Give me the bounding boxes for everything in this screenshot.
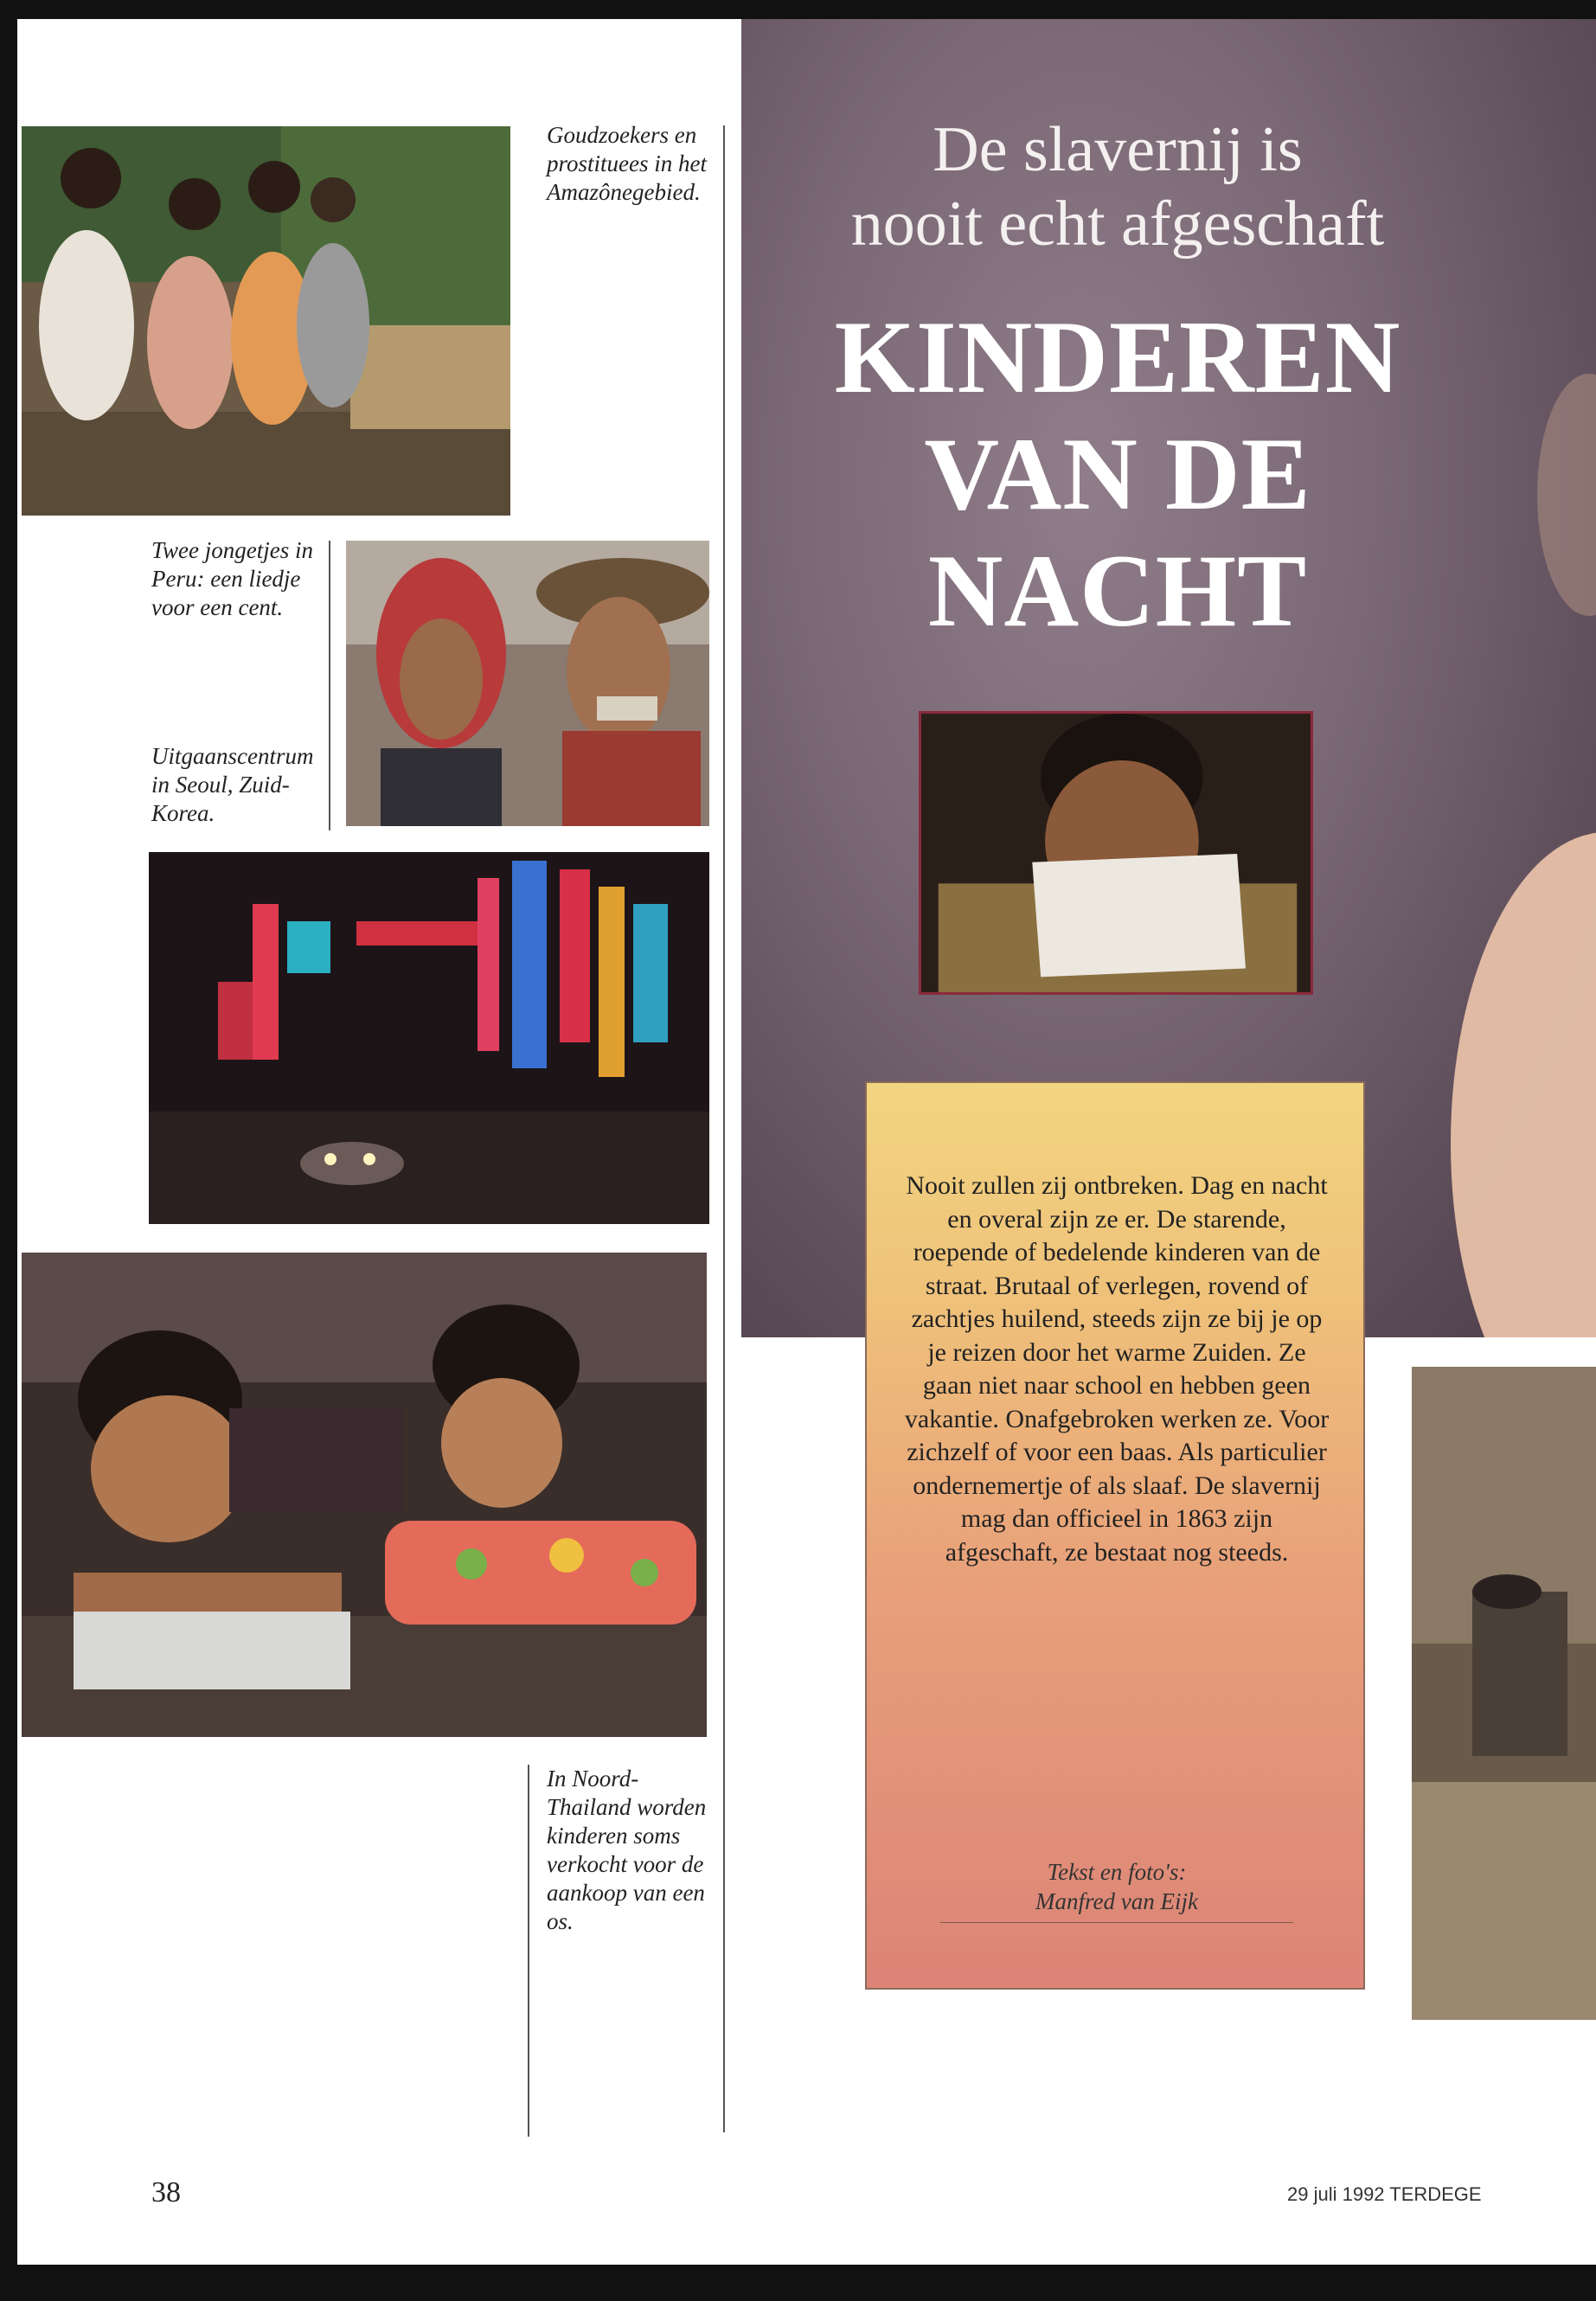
column-rule bbox=[723, 125, 725, 2132]
caption-rule-thailand bbox=[528, 1765, 529, 2137]
photo-peru-boys bbox=[346, 541, 709, 826]
photo-basket-edge bbox=[1412, 1367, 1596, 2020]
scan-border-top bbox=[0, 0, 1596, 19]
photo-thailand-boys bbox=[22, 1253, 707, 1737]
title-line-3: NACHT bbox=[927, 533, 1308, 648]
subtitle-line-2: nooit echt afgeschaft bbox=[850, 189, 1385, 260]
credit-line-1: Tekst en foto's: bbox=[1047, 1859, 1187, 1885]
caption-peru: Twee jongetjes in Peru: een liedje voor een cent. bbox=[151, 537, 313, 620]
article-subtitle bbox=[741, 112, 1494, 261]
title-line-1: KINDEREN bbox=[834, 299, 1401, 414]
photo-seoul-street bbox=[149, 852, 709, 1224]
photo-amazon-group bbox=[22, 126, 510, 516]
title-line-2: VAN DE bbox=[924, 416, 1311, 531]
credit bbox=[901, 1857, 1332, 1916]
article-title bbox=[741, 298, 1494, 649]
scan-border-bottom bbox=[0, 2265, 1596, 2301]
issue-footer: 29 juli 1992 TERDEGE bbox=[1287, 2183, 1482, 2205]
caption-thailand: In Noord-Thailand worden kinderen soms verkocht voor de aankoop van een os. bbox=[547, 1766, 707, 1934]
subtitle-line-1: De slavernij is bbox=[933, 114, 1303, 185]
intro-box bbox=[865, 1081, 1365, 1990]
caption-rule-peru bbox=[329, 541, 330, 830]
credit-author: Manfred van Eijk bbox=[1035, 1888, 1198, 1914]
photo-boy-with-letter bbox=[919, 711, 1313, 995]
caption-amazon: Goudzoekers en prostituees in het Amazônegebied. bbox=[547, 122, 707, 205]
caption-seoul: Uitgaanscentrum in Seoul, Zuid-Korea. bbox=[151, 743, 314, 826]
scan-border-left bbox=[0, 0, 17, 2301]
intro-text: Nooit zullen zij ontbreken. Dag en nacht en overal zijn ze er. De starende, roepende of bedelende kinderen van de straat. Brutaal of verlegen, rovend of zachtjes huilend, steeds zijn ze bij je op je reizen door het warme Zuiden. Ze gaan niet naar school en hebben geen vakantie. Onafgebroken werken ze. Voor zichzelf of voor een baas. Als particulier ondernemertje of als slaaf. De slavernij mag dan officieel in 1863 zijn afgeschaft, ze bestaat nog steeds. bbox=[904, 1171, 1330, 1567]
page-number: 38 bbox=[151, 2176, 181, 2208]
credit-rule bbox=[940, 1922, 1293, 1923]
